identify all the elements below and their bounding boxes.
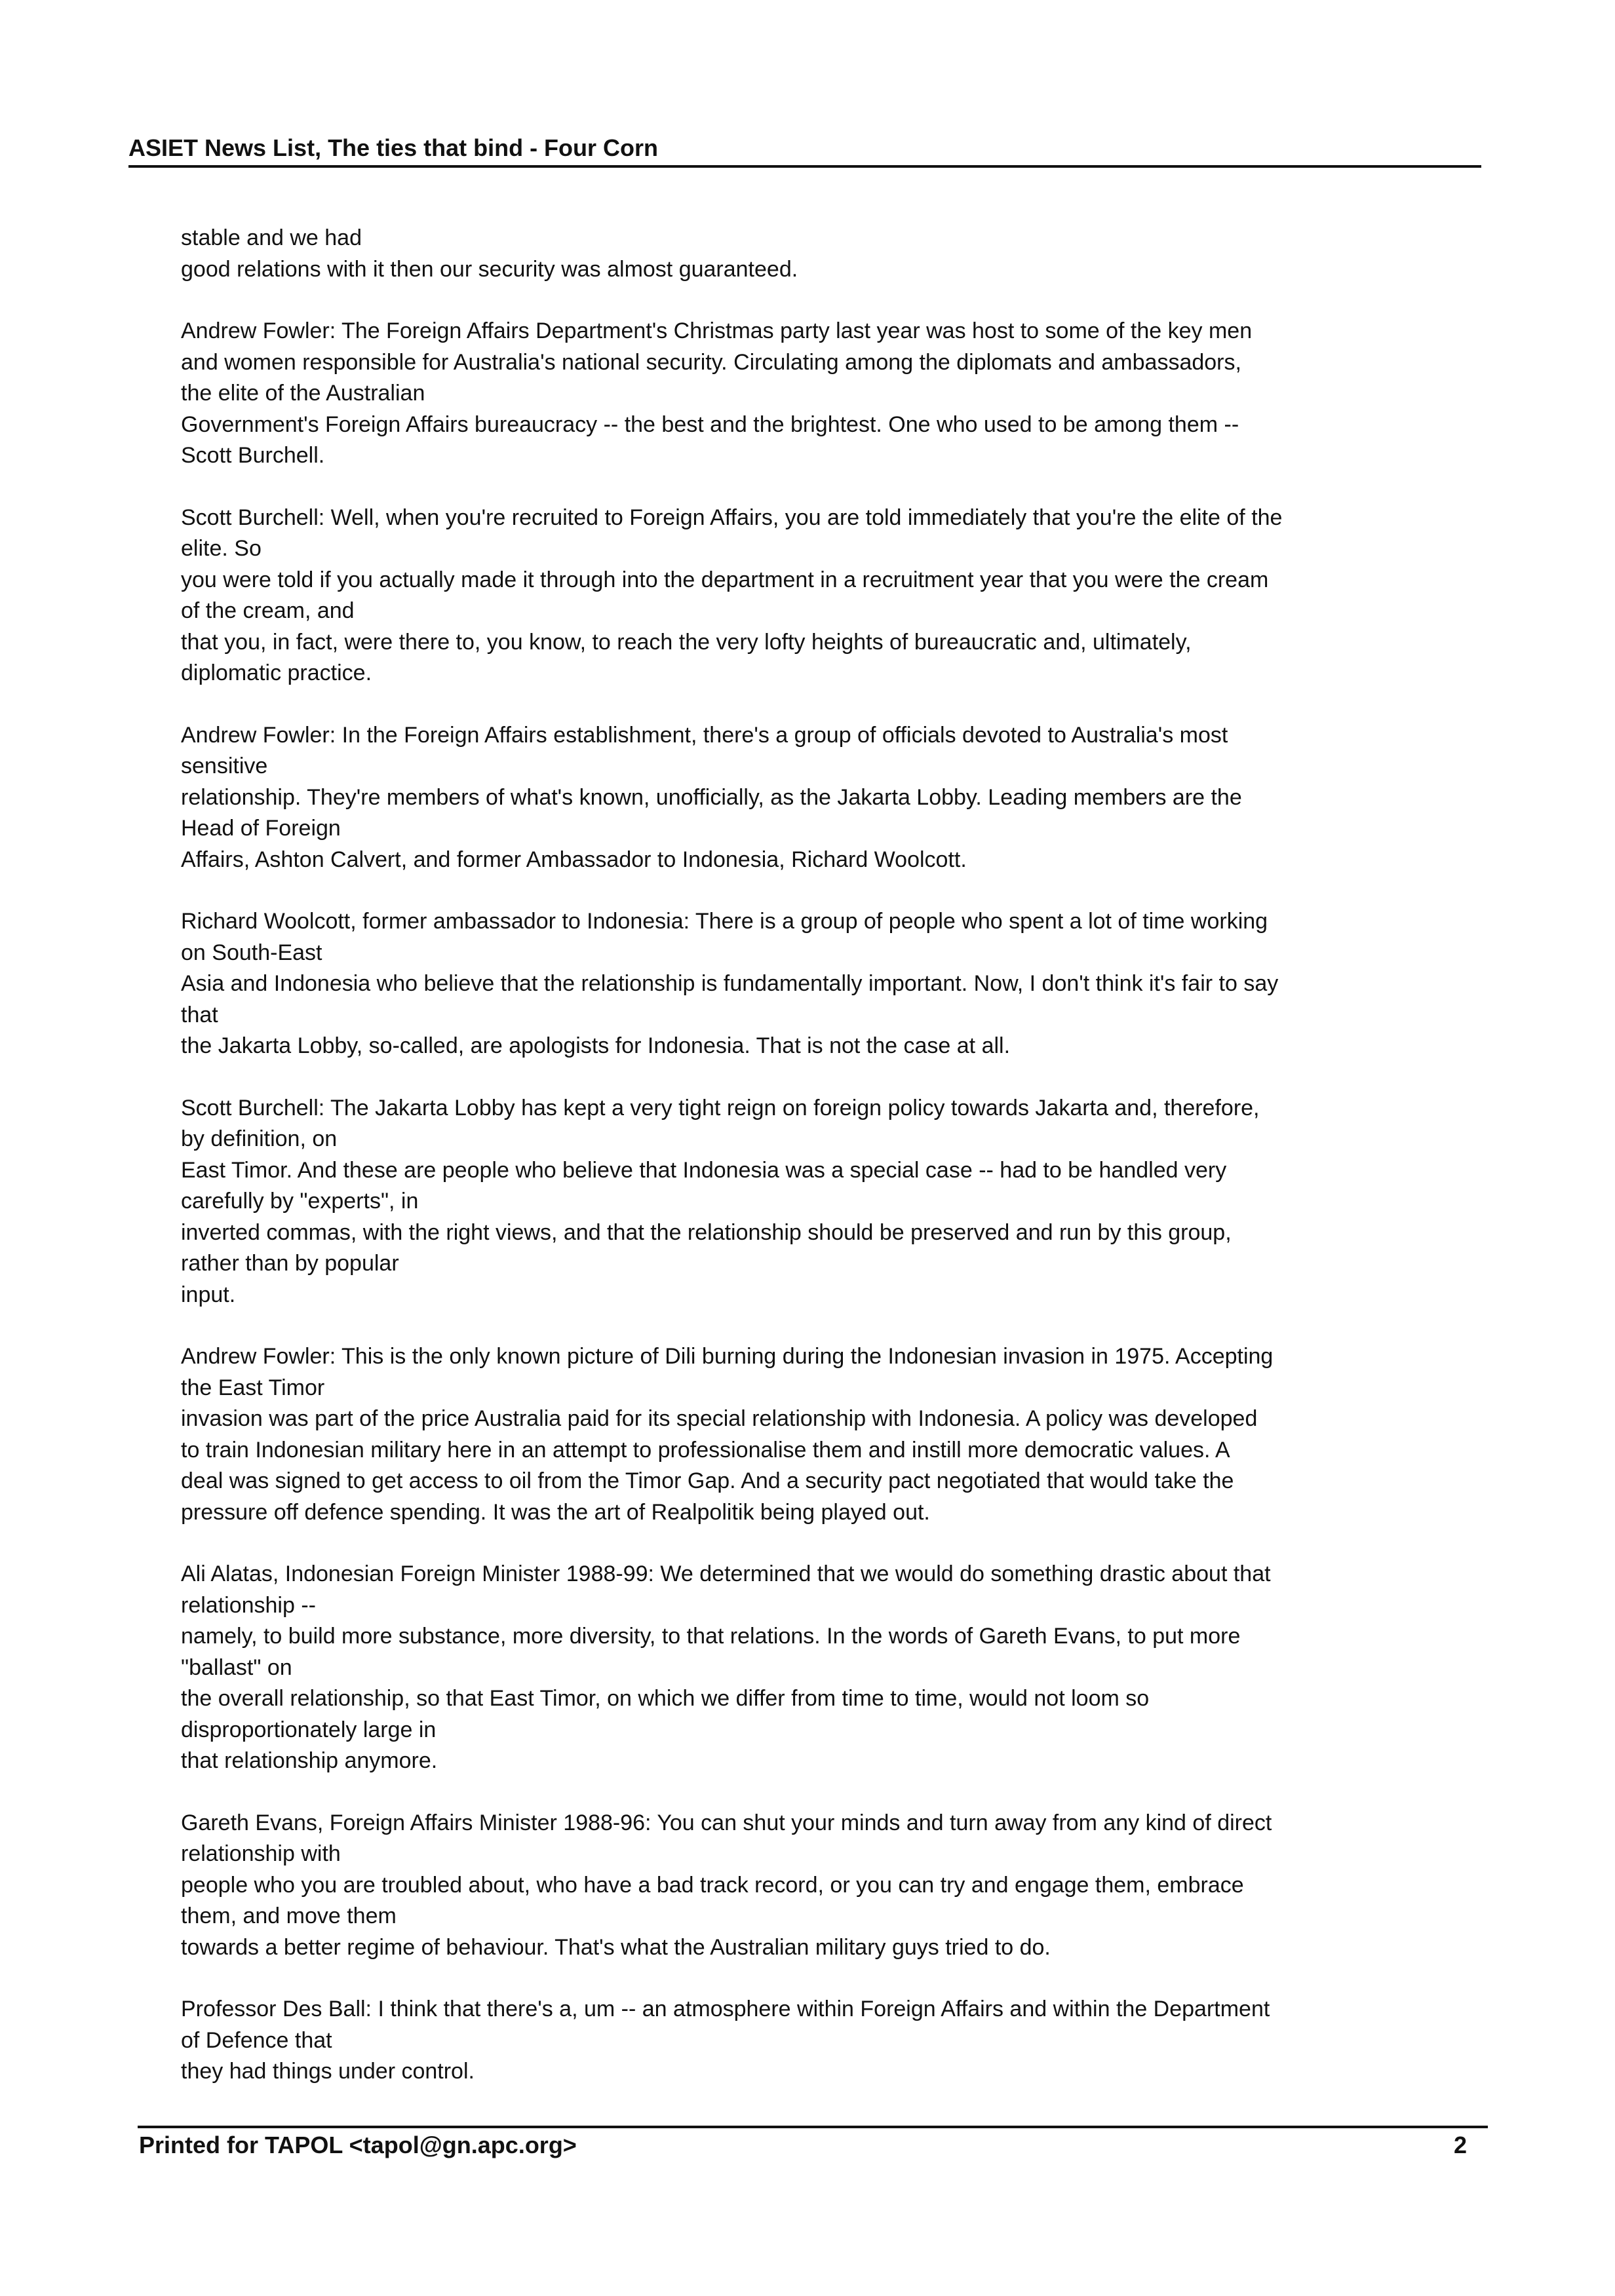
text-line: relationship. They're members of what's known, unofficially, as the Jakarta Lobby. Leading members are the [181,784,1242,810]
footer-rule [138,2126,1488,2128]
paragraph [181,503,1466,689]
text-line: elite. So [181,536,262,561]
header-rule [128,165,1481,168]
page-header-title: ASIET News List, The ties that bind - Four Corn [128,134,659,161]
text-line: relationship -- [181,1592,316,1618]
text-line: you were told if you actually made it through into the department in a recruitment year that you were the cream [181,567,1269,592]
text-line: inverted commas, with the right views, and that the relationship should be preserved and run by this group, [181,1219,1232,1245]
paragraph [181,1559,1466,1777]
text-line: Scott Burchell: The Jakarta Lobby has kept a very tight reign on foreign policy towards Jakarta and, therefore, [181,1095,1260,1120]
text-line: invasion was part of the price Australia paid for its special relationship with Indonesia. A policy was developed [181,1406,1258,1431]
text-line: they had things under control. [181,2059,475,2084]
text-line: the East Timor [181,1375,325,1400]
paragraph [181,316,1466,472]
text-line: and women responsible for Australia's national security. Circulating among the diplomats and ambassadors, [181,349,1241,375]
text-line: to train Indonesian military here in an attempt to professionalise them and instill more democratic values. A [181,1437,1230,1463]
text-line: Scott Burchell: Well, when you're recruited to Foreign Affairs, you are told immediately that you're the elite of the [181,505,1283,530]
document-body [181,223,1466,2118]
text-line: that [181,1002,218,1027]
text-line: rather than by popular [181,1251,399,1276]
text-line: East Timor. And these are people who believe that Indonesia was a special case -- had to be handled very [181,1157,1227,1183]
text-line: good relations with it then our security was almost guaranteed. [181,256,798,282]
text-line: Scott Burchell. [181,443,325,468]
text-line: Richard Woolcott, former ambassador to Indonesia: There is a group of people who spent a lot of time working [181,909,1268,934]
paragraph [181,1341,1466,1528]
text-line: "ballast" on [181,1655,292,1680]
text-line: them, and move them [181,1904,397,1928]
text-line: by definition, on [181,1126,338,1151]
text-line: namely, to build more substance, more diversity, to that relations. In the words of Gareth Evans, to put more [181,1624,1241,1649]
text-line: towards a better regime of behaviour. That's what the Australian military guys tried to do. [181,1934,1051,1960]
text-line: the overall relationship, so that East Timor, on which we differ from time to time, would not loom so [181,1686,1150,1711]
text-line: on South-East [181,940,322,965]
text-line: Government's Foreign Affairs bureaucracy -- the best and the brightest. One who used to be among them -- [181,411,1239,437]
text-line: disproportionately large in [181,1717,437,1742]
text-line: diplomatic practice. [181,660,372,685]
text-line: the Jakarta Lobby, so-called, are apologists for Indonesia. That is not the case at all. [181,1033,1011,1058]
text-line: Affairs, Ashton Calvert, and former Ambassador to Indonesia, Richard Woolcott. [181,847,967,872]
paragraph [181,1808,1466,1964]
text-line: the elite of the Australian [181,381,425,406]
footer-printed-for: Printed for TAPOL <tapol@gn.apc.org> [139,2132,577,2158]
text-line: people who you are troubled about, who have a bad track record, or you can try and engage them, embrace [181,1872,1244,1898]
text-line: pressure off defence spending. It was the art of Realpolitik being played out. [181,1499,930,1525]
footer-page-number: 2 [1454,2132,1468,2158]
text-line: carefully by "experts", in [181,1189,419,1214]
paragraph [181,223,1466,285]
text-line: input. [181,1282,236,1307]
text-line: of the cream, and [181,598,355,623]
text-line: Andrew Fowler: This is the only known picture of Dili burning during the Indonesian invasion in 1975. Accepting [181,1344,1274,1369]
paragraph [181,906,1466,1062]
paragraph [181,1093,1466,1311]
text-line: Andrew Fowler: The Foreign Affairs Department's Christmas party last year was host to some of the key men [181,318,1253,343]
text-line: Asia and Indonesia who believe that the relationship is fundamentally important. Now, I don't think it's fair to say [181,971,1279,996]
paragraph [181,1994,1466,2088]
text-line: Andrew Fowler: In the Foreign Affairs establishment, there's a group of officials devoted to Australia's most [181,722,1228,748]
text-line: that relationship anymore. [181,1748,438,1773]
text-line: Professor Des Ball: I think that there's a, um -- an atmosphere within Foreign Affairs and within the Department [181,1997,1270,2021]
text-line: of Defence that [181,2027,332,2053]
text-line: that you, in fact, were there to, you know, to reach the very lofty heights of bureaucratic and, ultimately, [181,629,1192,655]
text-line: Gareth Evans, Foreign Affairs Minister 1988-96: You can shut your minds and turn away from any kind of direct [181,1810,1272,1835]
paragraph [181,720,1466,876]
text-line: Ali Alatas, Indonesian Foreign Minister 1988-99: We determined that we would do something drastic about that [181,1561,1271,1586]
text-line: stable and we had [181,225,362,250]
text-line: Head of Foreign [181,816,341,841]
text-line: deal was signed to get access to oil from the Timor Gap. And a security pact negotiated that would take the [181,1468,1234,1493]
text-line: sensitive [181,754,268,778]
text-line: relationship with [181,1841,341,1866]
